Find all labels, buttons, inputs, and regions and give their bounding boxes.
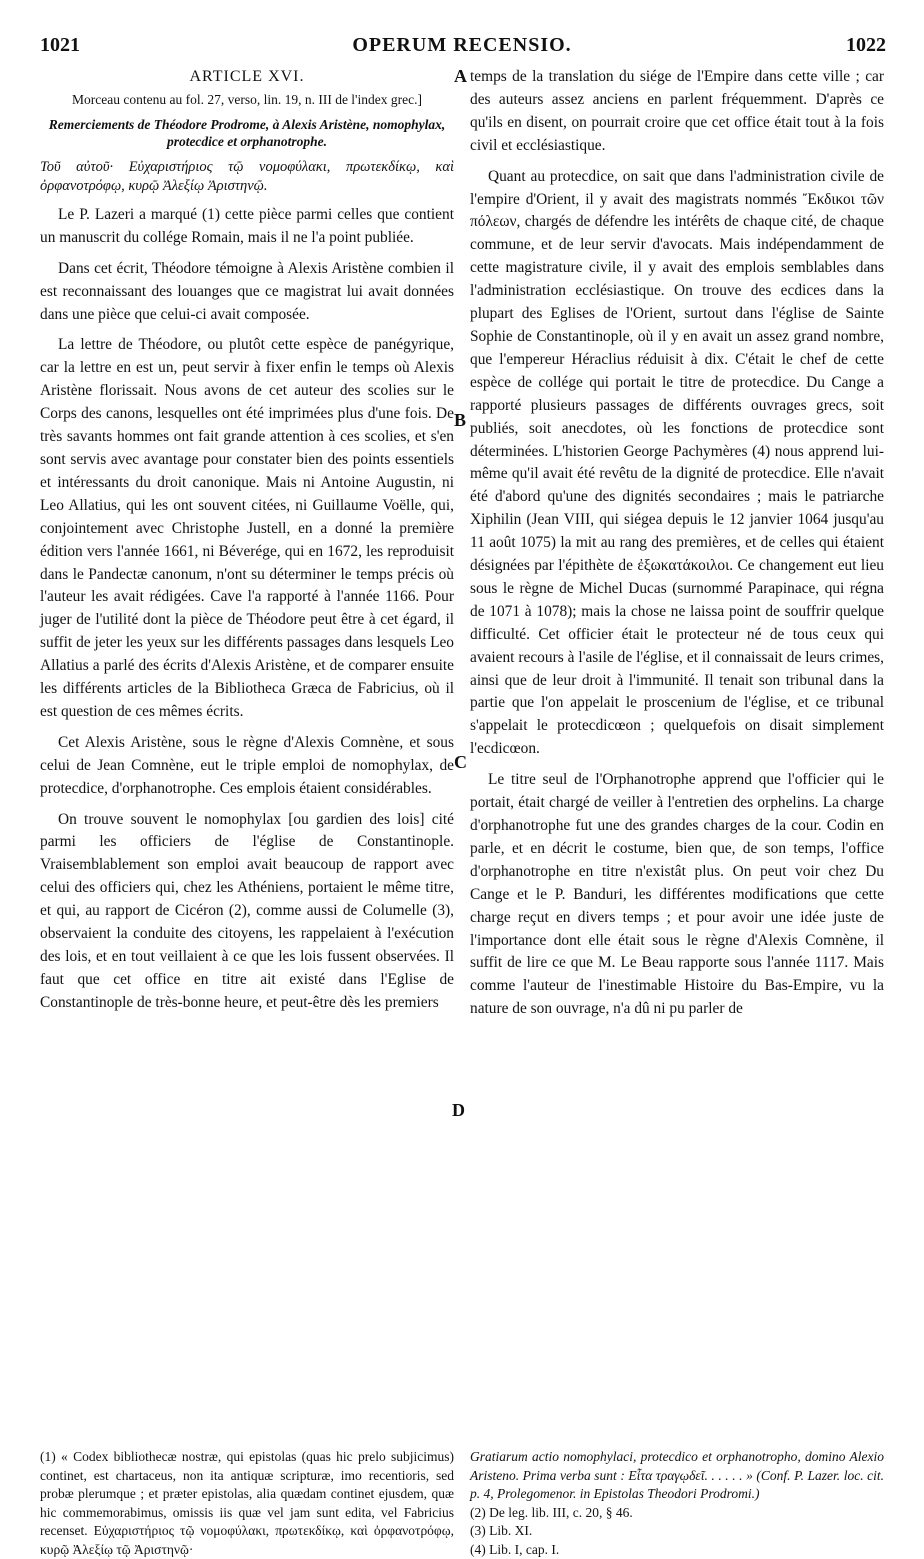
running-title: OPERUM RECENSIO. (0, 34, 924, 57)
paragraph: Le titre seul de l'Orphanotrophe apprend que l'officier qui le portait, était chargé de veiller à l'entretien des orphelins. La charge d'orphanotrophe fut une des grandes charges de la cour. Codin en parle, et en décrit le costume, bien que, de son temps, l'office d'orphanotrophe en titre n'existât plus. On peut voir chez Du Cange et le P. Banduri, les différentes modifications que cette charge reçut en divers temps ; et pour avoir une idée juste de l'importance dont elle était sous le règne d'Alexis Comnène, il suffit de lire ce que M. Le Beau rapporte sous l'année 1117. Mais comme l'auteur de l'inestimable Histoire du Bas-Empire, vu la nature de son ouvrage, n'a dû ni pu parler de (470, 769, 884, 1021)
page-number-right: 1022 (846, 34, 886, 57)
paragraph: Le P. Lazeri a marqué (1) cette pièce parmi celles que contient un manuscrit du collége Romain, mais il ne l'a point publiée. (40, 204, 454, 250)
footnotes-left (40, 1448, 454, 1559)
footnote-1-continued: Gratiarum actio nomophylaci, protecdico et orphanotropho, domino Alexio Aristeno. Prima verba sunt : Εἶτα τραγῳδεῖ. . . . . . » (Conf. P. Lazer. loc. cit. p. 4, Prolegomenor. in Epistolas Theodori Prodromi.) (470, 1448, 884, 1504)
margin-letter-b: B (454, 410, 466, 431)
footnote-1: (1) « Codex bibliothecæ nostræ, qui epistolas (quas hic prelo subjicimus) continet, est chartaceus, non ita antiquæ scripturæ, imo recentioris, sed probæ plerumque ; et præter epistolas, alia quædam continet ejusdem, quæ hic commemorabimus, omissis iis quæ vel jam sunt edita, vel Fabricius recenset. Εὐχαριστήριος τῷ νομοφύλακι, πρωτεκδίκῳ, καὶ ὀρφανοτρόφῳ, κυρῷ Ἀλεξίῳ τῷ Ἀριστηνῷ· (40, 1448, 454, 1559)
paragraph: On trouve souvent le nomophylax [ou gardien des lois] cité parmi les officiers de l'église de Constantinople. Vraisemblablement son emploi avait beaucoup de rapport avec celui des officiers qui, chez les Athéniens, portaient le même titre, et qui, au rapport de Cicéron (2), comme aussi de Columelle (3), observaient la conduite des citoyens, les rappelaient à l'exécution des lois, et en tout veillaient à ce que les lois fussent observées. Il faut que cet office en titre ait existé dans l'Eglise de Constantinople de très-bonne heure, et peut-être dès les premiers (40, 809, 454, 1015)
page-number-left: 1021 (40, 34, 80, 57)
left-column (40, 66, 454, 1023)
paragraph: Dans cet écrit, Théodore témoigne à Alexis Aristène combien il est reconnaissant des louanges que ce magistrat lui avait données dans une pièce que celui-ci avait composée. (40, 258, 454, 327)
paragraph: La lettre de Théodore, ou plutôt cette espèce de panégyrique, car la lettre en est un, peut servir à fixer enfin le temps où Alexis Aristène florissait. Nous avons de cet auteur des scolies sur le Corps des canons, lesquelles ont été imprimées plus d'une fois. De très savants hommes ont fait grande attention à ces scolies, et s'en sont servis avec avantage pour constater bien des points essentiels et intéressants du droit canonique. Mais ni Antoine Augustin, ni Leo Allatius, qui les ont souvent citées, ni Guillaume Voëlle, qui, conjointement avec Christophe Justell, en a donné la première édition vers l'année 1661, ni Béverége, qui en 1672, les reproduisit dans le Pandectæ canonum, n'ont su déterminer le temps précis où l'auteur les avait rédigées. Cave l'a rapporté à l'année 1166. Pour juger de l'utilité dont la pièce de Théodore peut être à cet égard, il suffit de jeter les yeux sur les différents passages dans lesquels Leo Allatius a parlé des écrits d'Alexis Aristène, et de comparer ensuite les différents articles de la Bibliotheca Græca de Fabricius, où il est question de ces mêmes écrits. (40, 334, 454, 723)
footnote-2: (2) De leg. lib. III, c. 20, § 46. (470, 1504, 884, 1523)
article-title: Remerciements de Théodore Prodrome, à Alexis Aristène, nomophylax, protecdice et orphanotrophe. (40, 116, 454, 150)
article-source: Morceau contenu au fol. 27, verso, lin. 19, n. III de l'index grec.] (40, 91, 454, 108)
footnotes-right (470, 1448, 884, 1559)
footnote-4: (4) Lib. I, cap. I. (470, 1541, 884, 1559)
right-column (470, 66, 884, 1029)
paragraph: Cet Alexis Aristène, sous le règne d'Alexis Comnène, et sous celui de Jean Comnène, eut le triple emploi de nomophylax, de protecdice, d'orphanotrophe. Ces emplois étaient considérables. (40, 732, 454, 801)
greek-title: Τοῦ αὐτοῦ· Εὐχαριστήριος τῷ νομοφύλακι, πρωτεκδίκῳ, καὶ ὀρφανοτρόφῳ, κυρῷ Ἀλεξίῳ Ἀριστηνῷ. (40, 158, 454, 196)
article-heading: ARTICLE XVI. (40, 66, 454, 89)
margin-letter-d: D (452, 1100, 465, 1121)
margin-letter-a: A (454, 66, 467, 87)
paragraph: temps de la translation du siége de l'Empire dans cette ville ; car des auteurs assez anciens en parlent fréquemment. D'après ce qu'ils en disent, on pourrait croire que cet office était tout à la fois civil et ecclésiastique. (470, 66, 884, 158)
margin-letter-c: C (454, 752, 467, 773)
running-header (0, 34, 924, 64)
footnote-3: (3) Lib. XI. (470, 1522, 884, 1541)
paragraph: Quant au protecdice, on sait que dans l'administration civile de l'empire d'Orient, il y avait des magistrats nommés Ἔκδικοι τῶν πόλεων, chargés de défendre les intérêts de chaque cité, de chaque commune, et de leur servir d'avocats. Mais indépendamment de cette magistrature civile, il y avait des emplois semblables dans l'administration ecclésiastique. On trouve des ecdices dans la plupart des Eglises de l'Orient, surtout dans l'église de Sainte Sophie de Constantinople, où il y en avait un assez grand nombre, que l'empereur Héraclius réduisit à dix. C'était le chef de cette espèce de collége qui portait le titre de protecdice. Du Cange a rapporté plusieurs passages de différents ouvrages grecs, soit publiés, soit anecdotes, où les fonctions de protecdice sont déterminées. L'historien George Pachymères (4) nous apprend lui-même qu'il avait été revêtu de la dignité de protecdice. Elle n'avait été d'abord qu'une des dignités secondaires ; mais le patriarche Xiphilin (Jean VIII, qui siégea depuis le 12 janvier 1064 jusqu'au 11 août 1075) la mit au rang des premières, et de celles qui étaient désignées par l'épithète de ἐξωκατάκοιλοι. Ce changement eut lieu sous le règne de Michel Ducas (surnommé Parapinace, qui régna de 1071 à 1078); mais la chose ne laissa point de souffrir quelque difficulté. Cet officier était le protecteur né de tous ceux qui avaient recours à l'asile de l'église, et il connaissait de leurs crimes, ainsi que de leur droit à l'immunité. Il tenait son tribunal dans la partie que l'on appelait le proscenium de l'église, et ce tribunal s'appelait le protecdicœon ; quelquefois on disait simplement l'ecdicœon. (470, 166, 884, 762)
